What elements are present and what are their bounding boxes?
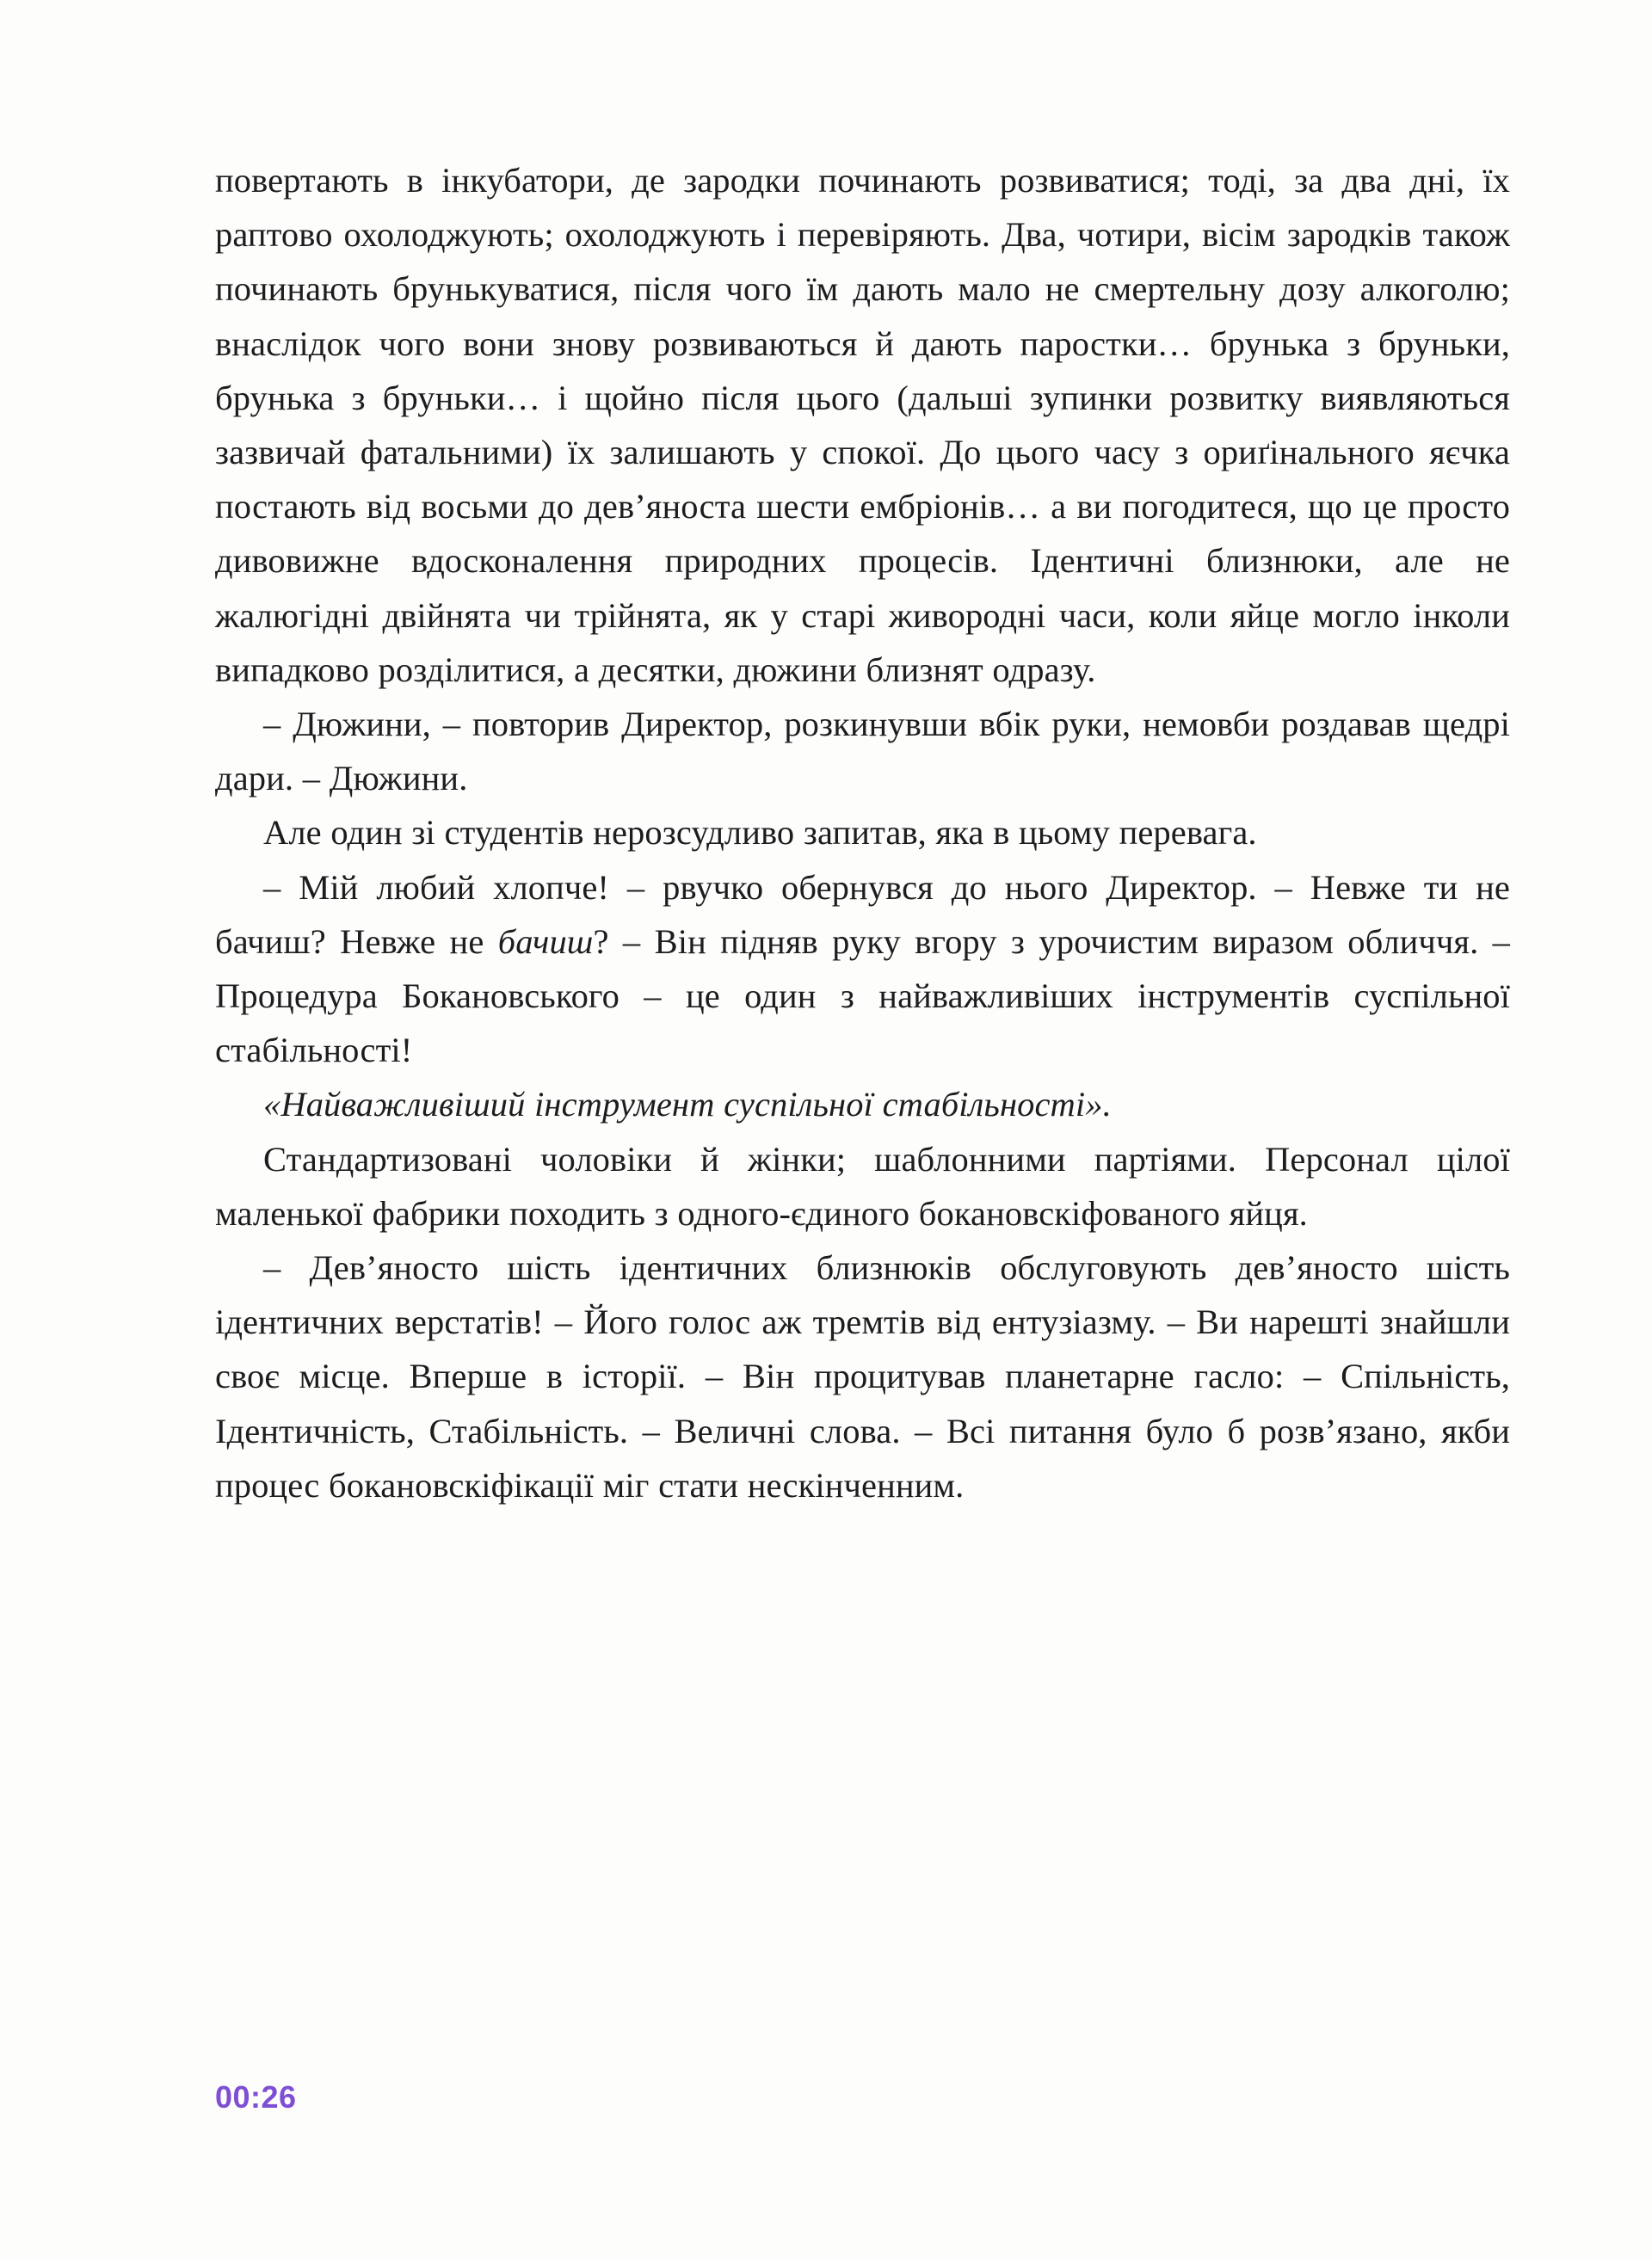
paragraph-2: – Дюжини, – повторив Директор, розкинувши вбік руки, немовби роздавав щедрі дари. – Дюжини.	[215, 705, 1510, 798]
paragraph-4-segment-plain-2: ? – Він підняв руку вгору з урочистим виразом обличчя. – Процедура Бокановського – це один з найважливіших інструментів суспільної стабільності!	[215, 921, 1510, 1070]
paragraph-6: Стандартизовані чоловіки й жінки; шаблонними партіями. Персонал цілої маленької фабрики походить з одного-єдиного бокановскіфованого яйця.	[215, 1139, 1510, 1233]
paragraph-1: повертають в інкубатори, де зародки починають розвиватися; тоді, за два дні, їх раптово охолоджують; охолоджують і перевіряють. Два, чотири, вісім зародків також починають брунькуватися, після чого їм дають мало не смертельну дозу алкоголю; внаслідок чого вони знову розвиваються й дають паростки… брунька з бруньки, брунька з бруньки… і щойно після цього (дальші зупинки розвитку виявляються зазвичай фатальними) їх залишають у спокої. До цього часу з ориґінального яєчка постають від восьми до дев’яноста шести ембріонів… а ви погодитеся, що це просто дивовижне вдосконалення природних процесів. Ідентичні близнюки, але не жалюгідні двійнята чи трійнята, як у старі живородні часи, коли яйце могло інколи випадково розділитися, а десятки, дюжини близнят одразу.	[215, 161, 1510, 689]
paragraph-5-quote	[215, 1077, 1510, 1131]
paragraph-5-italic-quote: «Найважливіший інструмент суспільної стабільності».	[263, 1085, 1112, 1124]
paragraph-4-segment-plain-1: – Мій любий хлопче! – рвучко обернувся до нього Директор. – Невже ти не бачиш? Невже не	[215, 867, 1510, 961]
paragraph-4-segment-italic: бачиш	[497, 921, 594, 961]
page-text-column	[215, 153, 1510, 1512]
paragraph-7: – Дев’яносто шість ідентичних близнюків обслуговують дев’яносто шість ідентичних верстатів! – Його голос аж тремтів від ентузіазму. – Ви нарешті знайшли своє місце. Вперше в історії. – Він процитував планетарне гасло: – Спільність, Ідентичність, Стабільність. – Величні слова. – Всі питання було б розв’язано, якби процес бокановскіфікації міг стати нескінченним.	[215, 1248, 1510, 1505]
reading-timestamp: 00:26	[215, 2079, 297, 2115]
paragraph-3: Але один зі студентів нерозсудливо запитав, яка в цьому перевага.	[263, 813, 1257, 853]
paragraph-4	[215, 860, 1510, 1078]
